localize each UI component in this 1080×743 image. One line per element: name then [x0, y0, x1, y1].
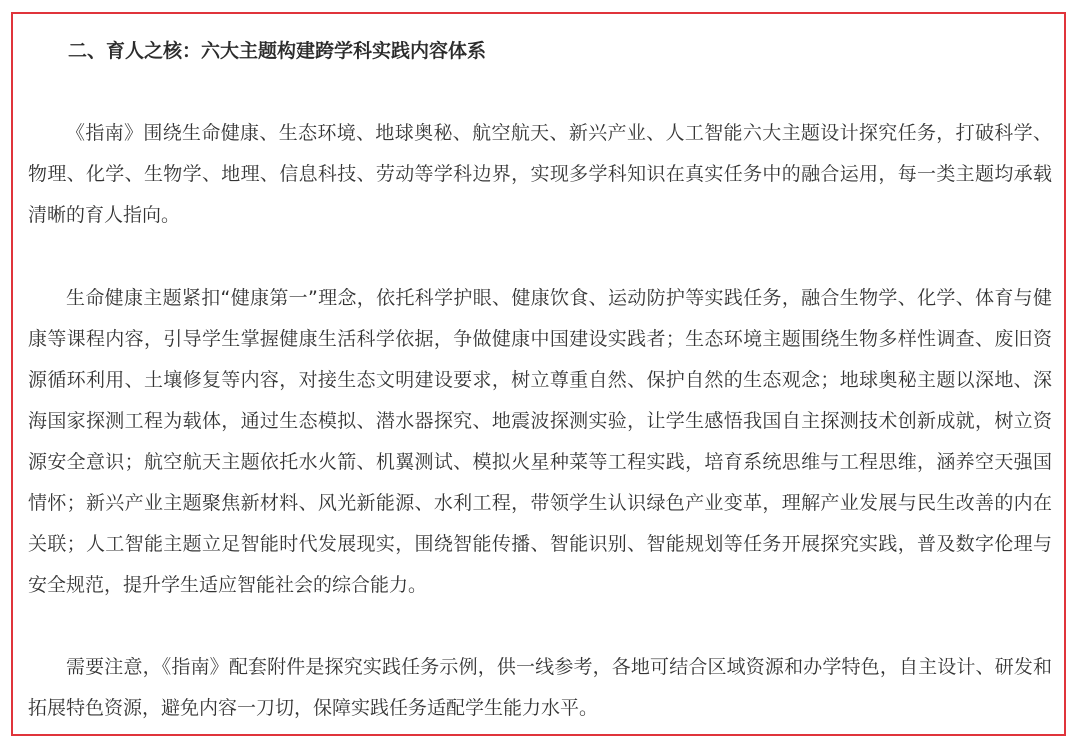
paragraph-note: 需要注意，《指南》配套附件是探究实践任务示例，供一线参考，各地可结合区域资源和办学特色，自主设计、研发和拓展特色资源，避免内容一刀切，保障实践任务适配学生能力水平。: [28, 656, 1052, 719]
paragraph-intro: 《指南》围绕生命健康、生态环境、地球奥秘、航空航天、新兴产业、人工智能六大主题设计探究任务，打破科学、物理、化学、生物学、地理、信息科技、劳动等学科边界，实现多学科知识在真实任务中的融合运用，每一类主题均承载清晰的育人指向。: [28, 122, 1052, 226]
section-heading: 二、育人之核：六大主题构建跨学科实践内容体系: [68, 40, 487, 62]
paragraph-themes: 生命健康主题紧扣“健康第一”理念，依托科学护眼、健康饮食、运动防护等实践任务，融合生物学、化学、体育与健康等课程内容，引导学生掌握健康生活科学依据，争做健康中国建设实践者；生态环境主题围绕生物多样性调查、废旧资源循环利用、土壤修复等内容，对接生态文明建设要求，树立尊重自然、保护自然的生态观念；地球奥秘主题以深地、深海国家探测工程为载体，通过生态模拟、潜水器探究、地震波探测实验，让学生感悟我国自主探测技术创新成就，树立资源安全意识；航空航天主题依托水火箭、机翼测试、模拟火星种菜等工程实践，培育系统思维与工程思维，涵养空天强国情怀；新兴产业主题聚焦新材料、风光新能源、水利工程，带领学生认识绿色产业变革，理解产业发展与民生改善的内在关联；人工智能主题立足智能时代发展现实，围绕智能传播、智能识别、智能规划等任务开展探究实践，普及数字伦理与安全规范，提升学生适应智能社会的综合能力。: [28, 287, 1052, 596]
